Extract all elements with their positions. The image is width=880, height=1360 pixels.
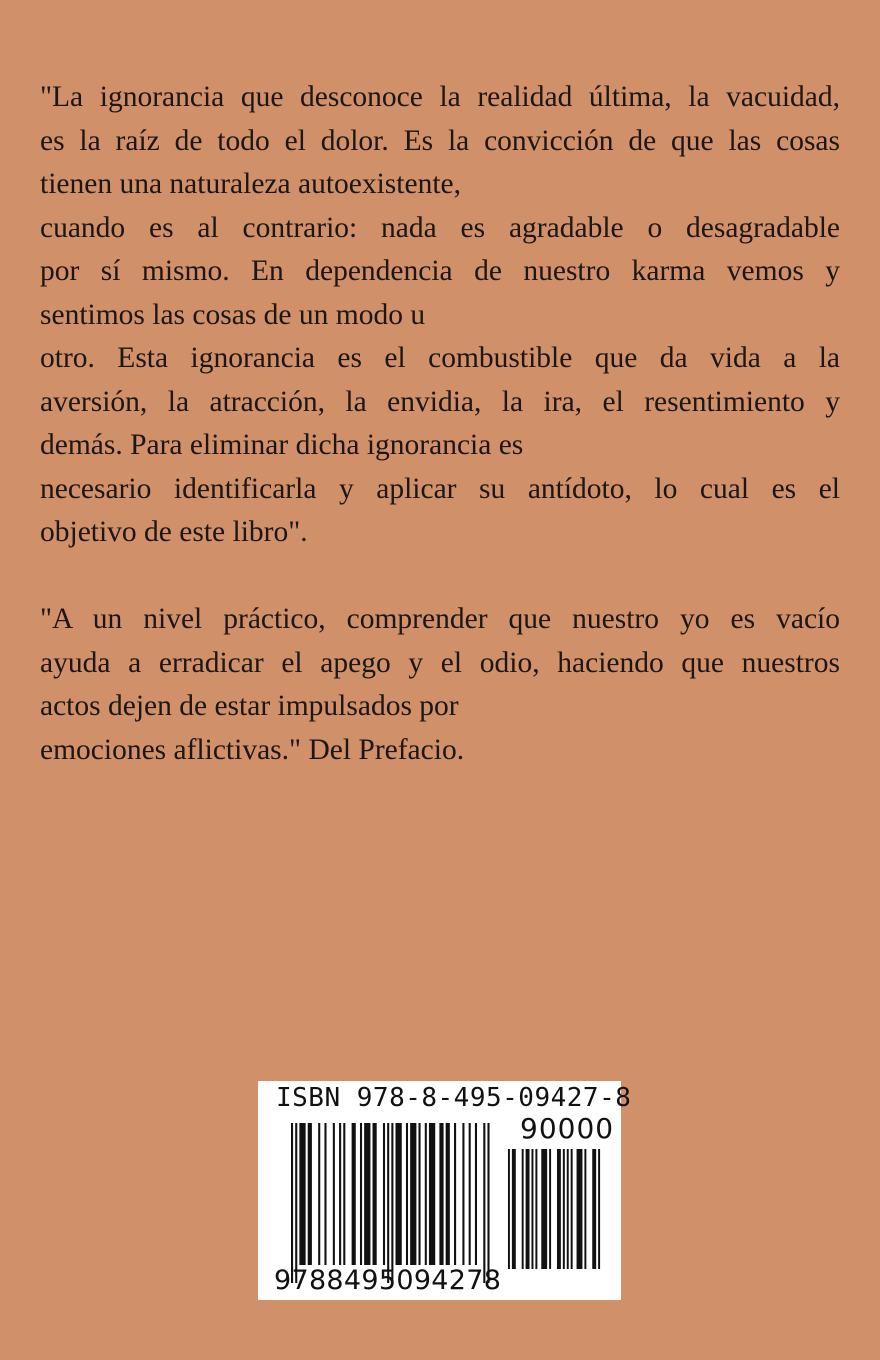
blurb-line: por sí mismo. En dependencia de nuestro karma vemos y (40, 255, 840, 287)
barcode-bar (343, 1123, 345, 1265)
blurb-line: emociones aflictivas." Del Prefacio. (40, 733, 465, 766)
blurb-line: otro. Esta ignorancia es el combustible que da vida a la (40, 342, 840, 374)
barcode-bar (557, 1149, 561, 1269)
barcode-bar (418, 1123, 420, 1265)
blurb-line: actos dejen de estar impulsados por (40, 690, 459, 722)
barcode-bar (291, 1123, 293, 1283)
barcode-bar (567, 1149, 569, 1269)
barcode-box (258, 1081, 632, 1300)
barcode-bar (577, 1149, 583, 1269)
barcode-bar (522, 1149, 524, 1269)
barcode-bar (396, 1123, 402, 1265)
barcode-bar (462, 1123, 464, 1265)
blurb-quote-1 (40, 76, 840, 555)
barcode-bar (318, 1123, 320, 1265)
barcode-bar (324, 1123, 326, 1265)
barcode-bar (406, 1123, 408, 1265)
barcode-bar (446, 1123, 450, 1265)
barcode-bar (360, 1123, 362, 1265)
blurb-line: sentimos las cosas de un modo u (40, 298, 426, 331)
barcode-bar (571, 1149, 573, 1269)
barcode-bar (299, 1123, 305, 1265)
barcode-bar (454, 1123, 456, 1265)
barcode-bar (475, 1123, 477, 1265)
barcode-bar (487, 1123, 489, 1283)
barcode-bar (483, 1123, 485, 1283)
addon-code-label: 90000 (520, 1112, 615, 1145)
barcode-bar (469, 1123, 471, 1265)
barcode-bar (373, 1123, 377, 1265)
barcode-bar (387, 1123, 389, 1283)
ean-digits: 9788495094278 (274, 1265, 502, 1296)
barcode-bar (531, 1149, 533, 1269)
barcode-bar (526, 1149, 530, 1269)
blurb-line: ayuda a erradicar el apego y el odio, haciendo que nuestros (40, 646, 840, 679)
barcode-bar (598, 1149, 600, 1269)
barcode-bar (333, 1123, 335, 1265)
blurb-line: objetivo de este libro". (40, 516, 308, 548)
barcode-bar (429, 1123, 435, 1265)
barcode-bar (508, 1149, 510, 1269)
barcode-bar (295, 1123, 297, 1283)
barcode-bar (339, 1123, 341, 1265)
barcode-bar (308, 1123, 312, 1265)
barcode-bar (541, 1149, 547, 1269)
barcode-bar (364, 1123, 370, 1265)
barcode-bar (439, 1123, 443, 1265)
barcode-bar (391, 1123, 393, 1283)
blurb-line: "La ignorancia que desconoce la realidad última, la vacuidad, (40, 81, 840, 113)
barcode-bar (584, 1149, 586, 1269)
blurb-line: necesario identificarla y aplicar su antídoto, lo cual es el (40, 472, 840, 505)
barcode-bar (592, 1149, 596, 1269)
barcode-bar (425, 1123, 427, 1265)
barcode-bar (410, 1123, 416, 1265)
blurb-line: cuando es al contrario: nada es agradable o desagradable (40, 211, 840, 244)
blurb-line: "A un nivel práctico, comprender que nuestro yo es vacío (40, 603, 840, 635)
barcode-bar (383, 1123, 385, 1265)
blurb-line: demás. Para eliminar dicha ignorancia es (40, 429, 524, 461)
blurb-line: tienen una naturaleza autoexistente, (40, 168, 461, 200)
barcode-bar (535, 1149, 537, 1269)
barcode-bar (563, 1149, 565, 1269)
isbn-label: ISBN 978-8-495-09427-8 (276, 1083, 632, 1113)
blurb-line: aversión, la atracción, la envidia, la ira, el resentimiento y (40, 385, 840, 418)
barcode-bar (352, 1123, 356, 1265)
barcode-bar (512, 1149, 516, 1269)
blurb-line: es la raíz de todo el dolor. Es la convicción de que las cosas (40, 124, 840, 157)
blurb-quote-2 (40, 598, 840, 772)
barcode-bar (549, 1149, 551, 1269)
